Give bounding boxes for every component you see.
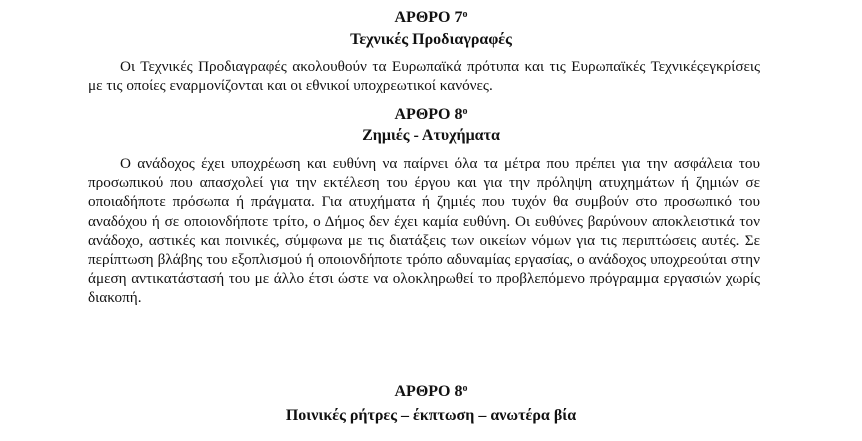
article-8-heading-text: ΑΡΘΡΟ 8 (394, 106, 463, 123)
article-7-title: Τεχνικές Προδιαγραφές (350, 31, 512, 48)
article-8-heading (0, 105, 862, 125)
article-penal-heading-ordinal: ο (462, 383, 468, 394)
article-7-heading-text: ΑΡΘΡΟ 7 (394, 9, 463, 26)
article-penal-heading (0, 382, 862, 402)
article-penal-heading-text: ΑΡΘΡΟ 8 (394, 383, 463, 400)
article-8-body: Ο ανάδοχος έχει υποχρέωση και ευθύνη να παίρνει όλα τα μέτρα που πρέπει για την ασφάλεια του προσωπικού που απασχολεί για την εκτέλεση του έργου και για την πρόληψη ατυχημάτων ή ζημιών σε οποιαδήποτε πρόσωπα ή πράγματα. Για ατυχήματα ή ζημιές που τυχόν θα συμβούν στο προσωπικό του αναδόχου ή σε οποιονδήποτε τρίτο, ο Δήμος δεν έχει καμία ευθύνη. Οι ευθύνες βαρύνουν αποκλειστικά τον ανάδοχο, αστικές και ποινικές, σύμφωνα με τις διατάξεις των οικείων νόμων για τις περιπτώσεις αυτές. Σε περίπτωση βλάβης του εξοπλισμού ή οποιονδήποτε τρόπο αδυναμίας εργασίας, ο ανάδοχος υποχρεούται στην άμεση αντικατάστασή του με άλλο έτσι ώστε να ολοκληρωθεί το προβλεπόμενο πρόγραμμα εργασιών χωρίς διακοπή. (88, 155, 760, 307)
article-7-body: Οι Τεχνικές Προδιαγραφές ακολουθούν τα Ευρωπαϊκά πρότυπα και τις Ευρωπαϊκές Τεχνικέςεγκρίσεις με τις οποίες εναρμονίζονται και οι εθνικοί υποχρεωτικοί κανόνες. (88, 58, 760, 95)
article-8-heading-ordinal: ο (462, 106, 468, 117)
article-8-title: Ζημιές - Ατυχήματα (362, 127, 500, 144)
article-7-heading-ordinal: ο (462, 9, 468, 20)
article-7-heading (0, 8, 862, 28)
article-penal-title: Ποινικές ρήτρες – έκπτωση – ανωτέρα βία (285, 407, 577, 424)
